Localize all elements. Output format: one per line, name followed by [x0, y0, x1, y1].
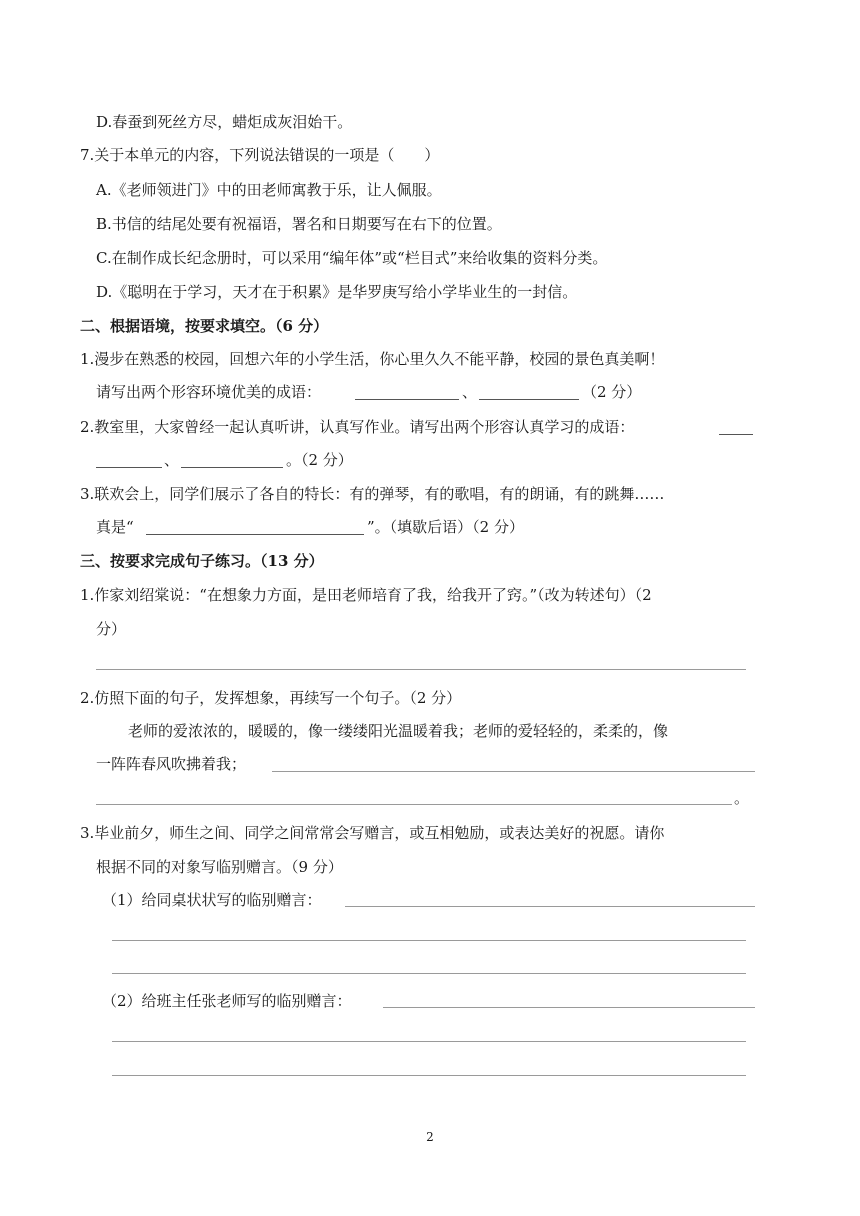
s3-q3-sub2-line-3[interactable]: [112, 1075, 746, 1076]
s3-q2-example-cont: 一阵阵春风吹拂着我；: [96, 755, 247, 773]
s2-q2-answer-blank-2[interactable]: [181, 467, 283, 468]
q7-option-c: C.在制作成长纪念册时，可以采用“编年体”或“栏目式”来给收集的资料分类。: [96, 249, 608, 267]
s3-q3-text-cont: 根据不同的对象写临别赠言。（9 分）: [96, 858, 343, 876]
s2-q3-prefix: 真是“: [96, 518, 134, 536]
s2-q2-end: 。（2 分）: [286, 451, 353, 469]
s2-q2-separator: 、: [164, 451, 180, 469]
s3-q1-text-cont: 分）: [96, 620, 127, 638]
section-2-heading: 二、根据语境，按要求填空。（6 分）: [80, 317, 329, 335]
s2-q3-answer-blank[interactable]: [146, 534, 364, 535]
s2-q1-prompt: 请写出两个形容环境优美的成语：: [96, 383, 322, 401]
s2-q2-text: 2.教室里，大家曾经一起认真听讲，认真写作业。请写出两个形容认真学习的成语：: [80, 418, 635, 436]
q7-stem: 7.关于本单元的内容，下列说法错误的一项是（ ）: [80, 146, 440, 164]
q7-option-d: D.《聪明在于学习，天才在于积累》是华罗庚写给小学毕业生的一封信。: [96, 283, 578, 301]
s2-q1-answer-blank-1[interactable]: [355, 399, 459, 400]
q7-option-a: A.《老师领进门》中的田老师寓教于乐，让人佩服。: [96, 181, 442, 199]
s3-q1-answer-line[interactable]: [96, 669, 746, 670]
q6-option-d: D.春蚕到死丝方尽，蜡炬成灰泪始干。: [96, 113, 353, 131]
s3-q2-answer-line-2[interactable]: [96, 804, 732, 805]
s3-q2-end: 。: [734, 789, 750, 807]
s2-q1-score: （2 分）: [582, 383, 642, 401]
q7-option-b: B.书信的结尾处要有祝福语，署名和日期要写在右下的位置。: [96, 215, 502, 233]
s2-q3-suffix: ”。（填歇后语）（2 分）: [367, 518, 524, 536]
s3-q1-text: 1.作家刘绍棠说：“在想象力方面，是田老师培育了我，给我开了窍。”（改为转述句）（2: [80, 586, 652, 604]
s3-q3-sub1-prompt: （1）给同桌状状写的临别赠言：: [102, 891, 322, 909]
s3-q3-sub2-line-1[interactable]: [383, 1007, 755, 1008]
s3-q3-text: 3.毕业前夕，师生之间、同学之间常常会写赠言，或互相勉励，或表达美好的祝愿。请你: [80, 824, 665, 842]
s3-q3-sub1-line-2[interactable]: [112, 940, 746, 941]
s3-q2-text: 2.仿照下面的句子，发挥想象，再续写一个句子。（2 分）: [80, 689, 462, 707]
s2-q2-answer-blank-1b[interactable]: [96, 467, 162, 468]
section-3-heading: 三、按要求完成句子练习。（13 分）: [80, 552, 324, 570]
s3-q3-sub1-line-3[interactable]: [112, 973, 746, 974]
s2-q1-text: 1.漫步在熟悉的校园，回想六年的小学生活，你心里久久不能平静，校园的景色真美啊！: [80, 350, 665, 368]
s2-q3-text: 3.联欢会上，同学们展示了各自的特长：有的弹琴，有的歌唱，有的朗诵，有的跳舞……: [80, 485, 665, 503]
s3-q2-answer-line-1[interactable]: [272, 771, 755, 772]
s2-q1-separator: 、: [462, 383, 478, 401]
s2-q1-answer-blank-2[interactable]: [479, 399, 579, 400]
page-number: 2: [426, 1130, 434, 1144]
s3-q2-example: 老师的爱浓浓的，暖暖的，像一缕缕阳光温暖着我；老师的爱轻轻的，柔柔的，像: [128, 722, 669, 740]
s3-q3-sub2-prompt: （2）给班主任张老师写的临别赠言：: [102, 992, 352, 1010]
s3-q3-sub1-line-1[interactable]: [345, 906, 755, 907]
s2-q2-answer-blank-1a[interactable]: [719, 434, 753, 435]
s3-q3-sub2-line-2[interactable]: [112, 1041, 746, 1042]
